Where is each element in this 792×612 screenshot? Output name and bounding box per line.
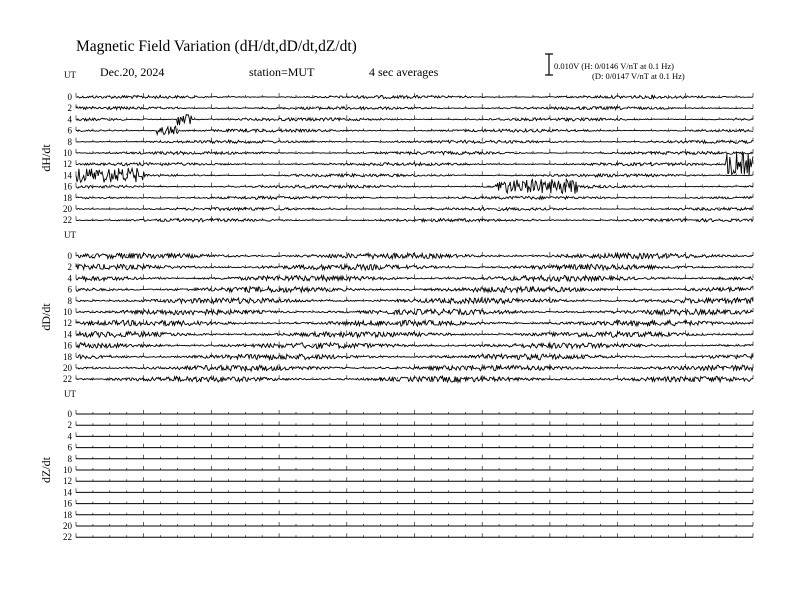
panel-label: dH/dt: [39, 144, 53, 172]
panel-label: dZ/dt: [39, 457, 53, 483]
station-label: station=MUT: [249, 65, 315, 79]
time-ticks: [76, 455, 753, 459]
row-label: 0: [67, 92, 72, 102]
row-label: 22: [63, 215, 72, 226]
trace-line: [76, 376, 753, 382]
time-ticks: [76, 432, 753, 436]
time-ticks: [76, 522, 753, 526]
time-ticks: [76, 444, 753, 448]
row-label: 18: [63, 509, 72, 520]
date-label: Dec.20, 2024: [100, 65, 165, 79]
row-label: 20: [63, 363, 72, 373]
time-ticks: [76, 466, 753, 470]
time-ticks: [76, 511, 753, 515]
row-label: 8: [67, 295, 72, 306]
row-label: 8: [67, 453, 72, 464]
row-label: 22: [63, 374, 72, 385]
row-label: 14: [63, 170, 72, 181]
time-ticks: [76, 500, 753, 504]
time-ticks: [76, 149, 753, 153]
row-label: 4: [67, 431, 72, 442]
row-label: 16: [63, 181, 72, 192]
row-label: 6: [67, 125, 72, 136]
scale-d-text: (D: 0/0147 V/nT at 0.1 Hz): [592, 71, 685, 81]
time-ticks: [76, 477, 753, 481]
row-label: 0: [67, 251, 72, 261]
ut-label: UT: [64, 70, 76, 80]
row-label: 10: [63, 148, 72, 158]
time-ticks: [76, 410, 753, 414]
chart-title: Magnetic Field Variation (dH/dt,dD/dt,dZ/dt): [76, 38, 357, 55]
averaging-label: 4 sec averages: [369, 65, 439, 79]
row-label: 14: [63, 487, 72, 498]
row-label: 16: [63, 498, 72, 509]
row-label: 8: [67, 136, 72, 147]
time-ticks: [76, 488, 753, 492]
row-label: 6: [67, 284, 72, 295]
panel-label: dD/dt: [39, 303, 53, 331]
row-label: 4: [67, 114, 72, 125]
row-label: 0: [67, 409, 72, 419]
row-label: 12: [63, 476, 72, 487]
row-label: 20: [63, 204, 72, 214]
row-label: 4: [67, 273, 72, 284]
row-label: 10: [63, 307, 72, 317]
row-label: 22: [63, 532, 72, 543]
ut-label: UT: [64, 230, 76, 240]
row-label: 12: [63, 159, 72, 170]
scale-value-text: 0.010V (H: 0/0146 V/nT at 0.1 Hz): [554, 61, 674, 71]
trace-line: [76, 253, 753, 259]
time-ticks: [76, 308, 753, 312]
ut-label: UT: [64, 389, 76, 399]
row-label: 2: [67, 262, 72, 273]
row-label: 16: [63, 340, 72, 351]
row-label: 10: [63, 465, 72, 475]
trace-line: [76, 365, 753, 371]
time-ticks: [76, 421, 753, 425]
trace-line: [76, 179, 753, 193]
row-label: 2: [67, 420, 72, 431]
row-label: 18: [63, 192, 72, 203]
row-label: 18: [63, 351, 72, 362]
time-ticks: [76, 533, 753, 537]
row-label: 14: [63, 329, 72, 340]
row-label: 20: [63, 521, 72, 531]
row-label: 6: [67, 442, 72, 453]
row-label: 2: [67, 103, 72, 114]
row-label: 12: [63, 318, 72, 329]
